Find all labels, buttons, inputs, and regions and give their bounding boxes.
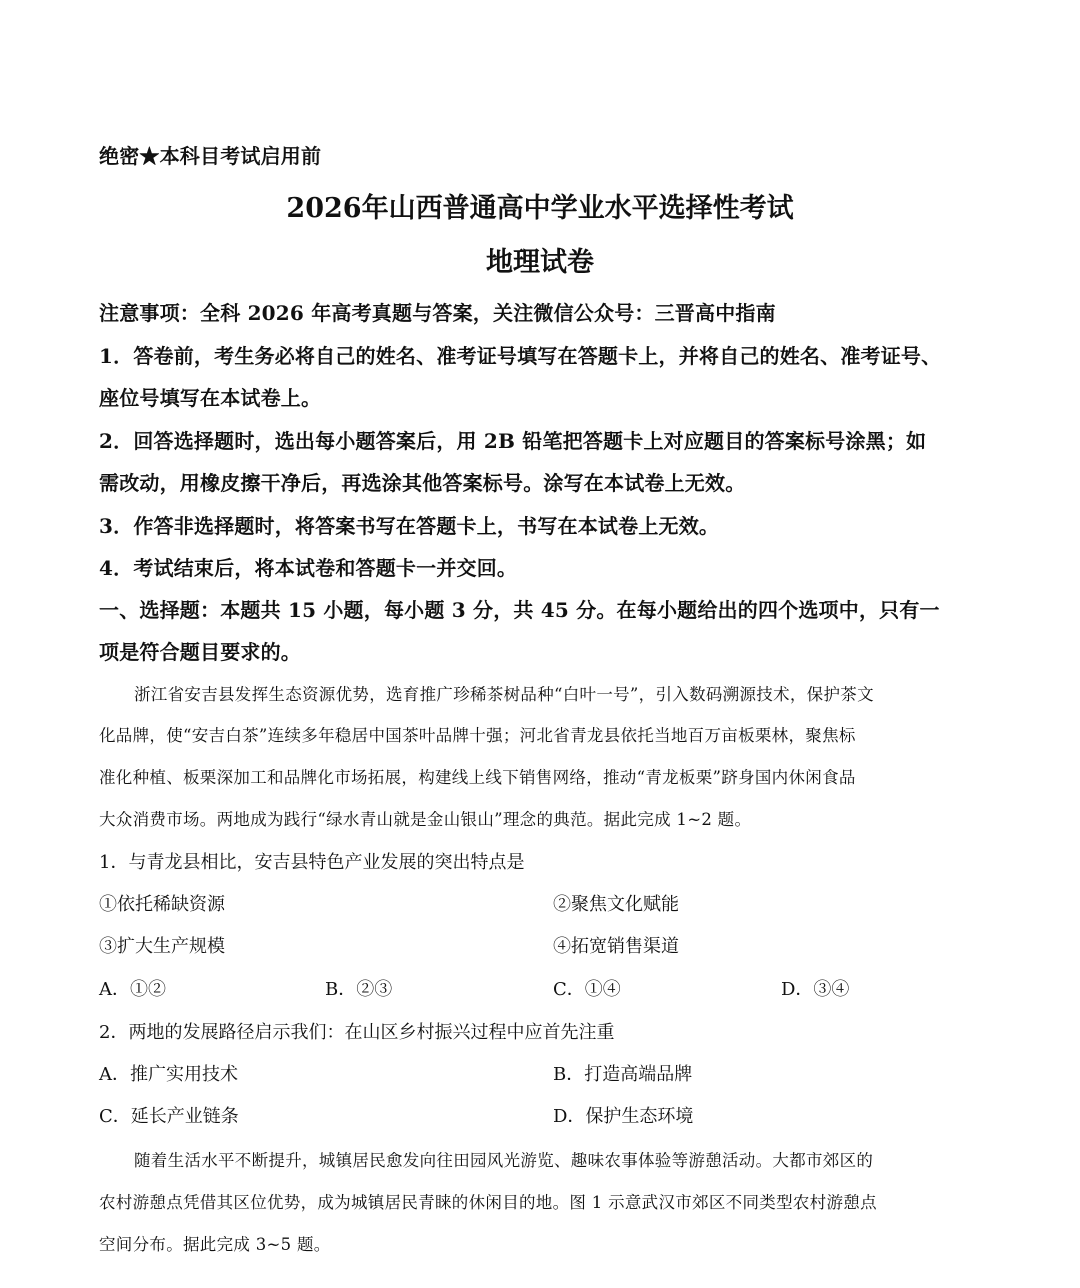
q1-option-a: A．①② (99, 979, 166, 1000)
question-2-stem: 2．两地的发展路径启示我们：在山区乡村振兴过程中应首先注重 (99, 1022, 615, 1043)
section-heading: 一、选择题：本题共 15 小题，每小题 3 分，共 45 分。在每小题给出的四个选项中，只有一 (99, 598, 940, 622)
question-1-stem: 1．与青龙县相比，安吉县特色产业发展的突出特点是 (99, 852, 525, 873)
notice-item-2-cont: 需改动，用橡皮擦干净后，再选涂其他答案标号。涂写在本试卷上无效。 (99, 471, 746, 495)
passage-2-line: 空间分布。据此完成 3~5 题。 (99, 1235, 331, 1254)
q2-option-a: A．推广实用技术 (99, 1064, 238, 1085)
passage-2-line: 随着生活水平不断提升，城镇居民愈发向往田园风光游览、趣味农事体验等游憩活动。大都市郊区的 (134, 1151, 874, 1170)
q1-option-c: C．①④ (553, 979, 621, 1000)
exam-title: 2026年山西普通高中学业水平选择性考试 (286, 193, 794, 224)
notice-heading: 注意事项：全科 2026 年高考真题与答案，关注微信公众号：三晋高中指南 (99, 301, 776, 325)
secrecy-label: 绝密★本科目考试启用前 (99, 144, 322, 168)
notice-item-1-cont: 座位号填写在本试卷上。 (99, 386, 322, 410)
exam-subtitle: 地理试卷 (486, 247, 594, 278)
q1-option-b: B．②③ (325, 979, 393, 1000)
passage-1-line: 浙江省安吉县发挥生态资源优势，选育推广珍稀茶树品种“白叶一号”，引入数码溯源技术，保护茶文 (134, 685, 874, 704)
q1-statement-4: ④拓宽销售渠道 (553, 936, 679, 957)
notice-item-1: 1．答卷前，考生务必将自己的姓名、准考证号填写在答题卡上，并将自己的姓名、准考证号、 (99, 344, 942, 368)
q2-option-b: B．打造高端品牌 (553, 1064, 693, 1085)
q1-statement-3: ③扩大生产规模 (99, 936, 225, 957)
notice-item-3: 3．作答非选择题时，将答案书写在答题卡上，书写在本试卷上无效。 (99, 514, 720, 538)
q1-statement-2: ②聚焦文化赋能 (553, 894, 679, 915)
passage-1-line: 准化种植、板栗深加工和品牌化市场拓展，构建线上线下销售网络，推动“青龙板栗”跻身国内休闲食品 (99, 768, 856, 787)
q2-option-c: C．延长产业链条 (99, 1106, 239, 1127)
notice-item-2: 2．回答选择题时，选出每小题答案后，用 2B 铅笔把答题卡上对应题目的答案标号涂黑；如 (99, 429, 927, 453)
notice-item-4: 4．考试结束后，将本试卷和答题卡一并交回。 (99, 556, 518, 580)
passage-1-line: 化品牌，使“安吉白茶”连续多年稳居中国茶叶品牌十强；河北省青龙县依托当地百万亩板栗林，聚焦标 (99, 726, 856, 745)
q1-statement-1: ①依托稀缺资源 (99, 894, 225, 915)
q2-option-d: D．保护生态环境 (553, 1106, 694, 1127)
section-heading-cont: 项是符合题目要求的。 (99, 640, 301, 664)
q1-option-d: D．③④ (781, 979, 850, 1000)
passage-1-line: 大众消费市场。两地成为践行“绿水青山就是金山银山”理念的典范。据此完成 1~2 题。 (99, 810, 752, 829)
passage-2-line: 农村游憩点凭借其区位优势，成为城镇居民青睐的休闲目的地。图 1 示意武汉市郊区不同类型农村游憩点 (99, 1193, 877, 1212)
